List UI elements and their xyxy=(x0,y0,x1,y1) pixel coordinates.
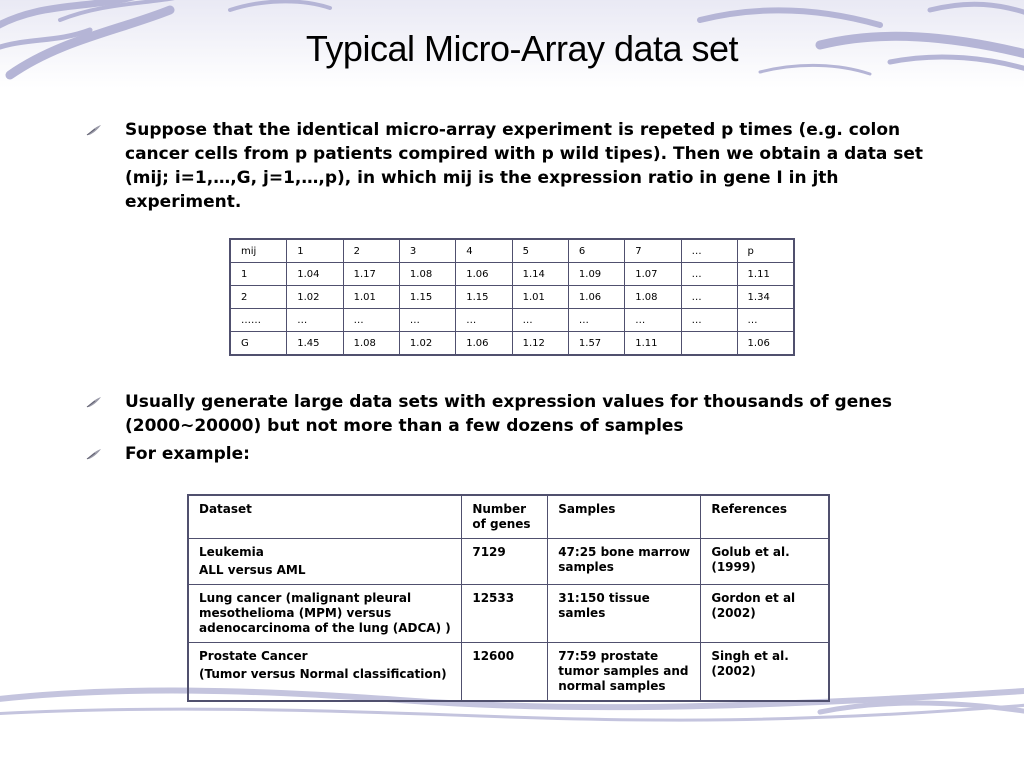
table-cell: 1.06 xyxy=(456,263,512,286)
genes-cell: 12600 xyxy=(462,643,548,702)
slide-title: Typical Micro-Array data set xyxy=(305,28,739,69)
table-cell: … xyxy=(287,309,343,332)
table-cell: G xyxy=(230,332,287,356)
table-cell: p xyxy=(737,239,794,263)
expression-matrix-table xyxy=(229,238,795,356)
bullet-text: Suppose that the identical micro-array experiment is repeted p times (e.g. colon cancer cells from p patients compired with p wild tipes). Then we obtain a data set (mij; i=1,…,G, j=1,…,p), in which mij is the expression ratio in gene I in jth experiment. xyxy=(125,120,924,212)
table-row xyxy=(230,263,794,286)
table-cell: 1 xyxy=(230,263,287,286)
table-row xyxy=(230,239,794,263)
table-cell: 1.04 xyxy=(287,263,343,286)
table-cell: … xyxy=(737,309,794,332)
quill-bullet-icon xyxy=(86,124,102,136)
genes-cell: 12533 xyxy=(462,585,548,643)
table-cell: … xyxy=(456,309,512,332)
table-cell: …… xyxy=(230,309,287,332)
table-cell xyxy=(681,332,737,356)
table-header-row xyxy=(188,495,829,539)
table-cell: 1.06 xyxy=(568,286,624,309)
table-cell: 1.11 xyxy=(737,263,794,286)
table-cell: 1.07 xyxy=(625,263,681,286)
table-row xyxy=(230,332,794,356)
table-cell: 5 xyxy=(512,239,568,263)
samples-cell: 31:150 tissue samles xyxy=(548,585,701,643)
table-cell: … xyxy=(512,309,568,332)
column-header: Number of genes xyxy=(462,495,548,539)
table-cell: … xyxy=(568,309,624,332)
table-cell: 1.08 xyxy=(399,263,455,286)
table-cell: 2 xyxy=(343,239,399,263)
table-cell: … xyxy=(681,239,737,263)
bullet-list-bottom xyxy=(86,390,946,466)
table-row xyxy=(230,309,794,332)
column-header: Dataset xyxy=(188,495,462,539)
table-cell: 1 xyxy=(287,239,343,263)
table-cell: 1.45 xyxy=(287,332,343,356)
genes-cell: 7129 xyxy=(462,539,548,585)
column-header: References xyxy=(701,495,829,539)
table-cell: 1.12 xyxy=(512,332,568,356)
table-cell: 1.57 xyxy=(568,332,624,356)
table-cell: … xyxy=(681,309,737,332)
dataset-cell xyxy=(188,539,462,585)
column-header: Samples xyxy=(548,495,701,539)
table-cell: 1.06 xyxy=(737,332,794,356)
table-cell: 6 xyxy=(568,239,624,263)
dataset-cell xyxy=(188,643,462,702)
table-cell: 1.17 xyxy=(343,263,399,286)
table-cell: 1.15 xyxy=(399,286,455,309)
samples-cell: 77:59 prostate tumor samples and normal samples xyxy=(548,643,701,702)
table-cell: 1.15 xyxy=(456,286,512,309)
bullet-text: Usually generate large data sets with expression values for thousands of genes (2000~20000) but not more than a few dozens of samples xyxy=(125,392,892,436)
dataset-subtitle: (Tumor versus Normal classification) xyxy=(199,667,447,681)
bullet-item xyxy=(86,390,946,438)
table-cell: … xyxy=(681,263,737,286)
table-row xyxy=(188,643,829,702)
bullet-list-top xyxy=(86,118,941,214)
table-cell: 1.11 xyxy=(625,332,681,356)
dataset-cell xyxy=(188,585,462,643)
table-cell: … xyxy=(681,286,737,309)
table-cell: … xyxy=(343,309,399,332)
table-cell: 1.08 xyxy=(343,332,399,356)
dataset-name: Prostate Cancer xyxy=(199,649,308,663)
table-cell: … xyxy=(625,309,681,332)
references-cell: Singh et al. (2002) xyxy=(701,643,829,702)
table-cell: 2 xyxy=(230,286,287,309)
samples-cell: 47:25 bone marrow samples xyxy=(548,539,701,585)
table-cell: mij xyxy=(230,239,287,263)
dataset-name: Lung cancer (malignant pleural mesothelioma (MPM) versus adenocarcinoma of the lung (ADCA) ) xyxy=(199,591,451,635)
bullet-text: For example: xyxy=(125,444,250,464)
table-cell: 1.06 xyxy=(456,332,512,356)
table-cell: … xyxy=(399,309,455,332)
table-cell: 1.02 xyxy=(287,286,343,309)
bullet-item xyxy=(86,118,941,214)
table-row xyxy=(188,539,829,585)
table-cell: 1.01 xyxy=(512,286,568,309)
references-cell: Gordon et al (2002) xyxy=(701,585,829,643)
table-cell: 1.34 xyxy=(737,286,794,309)
table-row xyxy=(188,585,829,643)
dataset-table xyxy=(187,494,830,702)
table-row xyxy=(230,286,794,309)
table-cell: 1.09 xyxy=(568,263,624,286)
table-cell: 1.01 xyxy=(343,286,399,309)
table-cell: 1.14 xyxy=(512,263,568,286)
table-cell: 7 xyxy=(625,239,681,263)
quill-bullet-icon xyxy=(86,396,102,408)
table-cell: 4 xyxy=(456,239,512,263)
quill-bullet-icon xyxy=(86,448,102,460)
dataset-subtitle: ALL versus AML xyxy=(199,563,306,577)
table-cell: 1.02 xyxy=(399,332,455,356)
table-cell: 1.08 xyxy=(625,286,681,309)
dataset-name: Leukemia xyxy=(199,545,264,559)
references-cell: Golub et al. (1999) xyxy=(701,539,829,585)
bullet-item xyxy=(86,442,946,466)
table-cell: 3 xyxy=(399,239,455,263)
